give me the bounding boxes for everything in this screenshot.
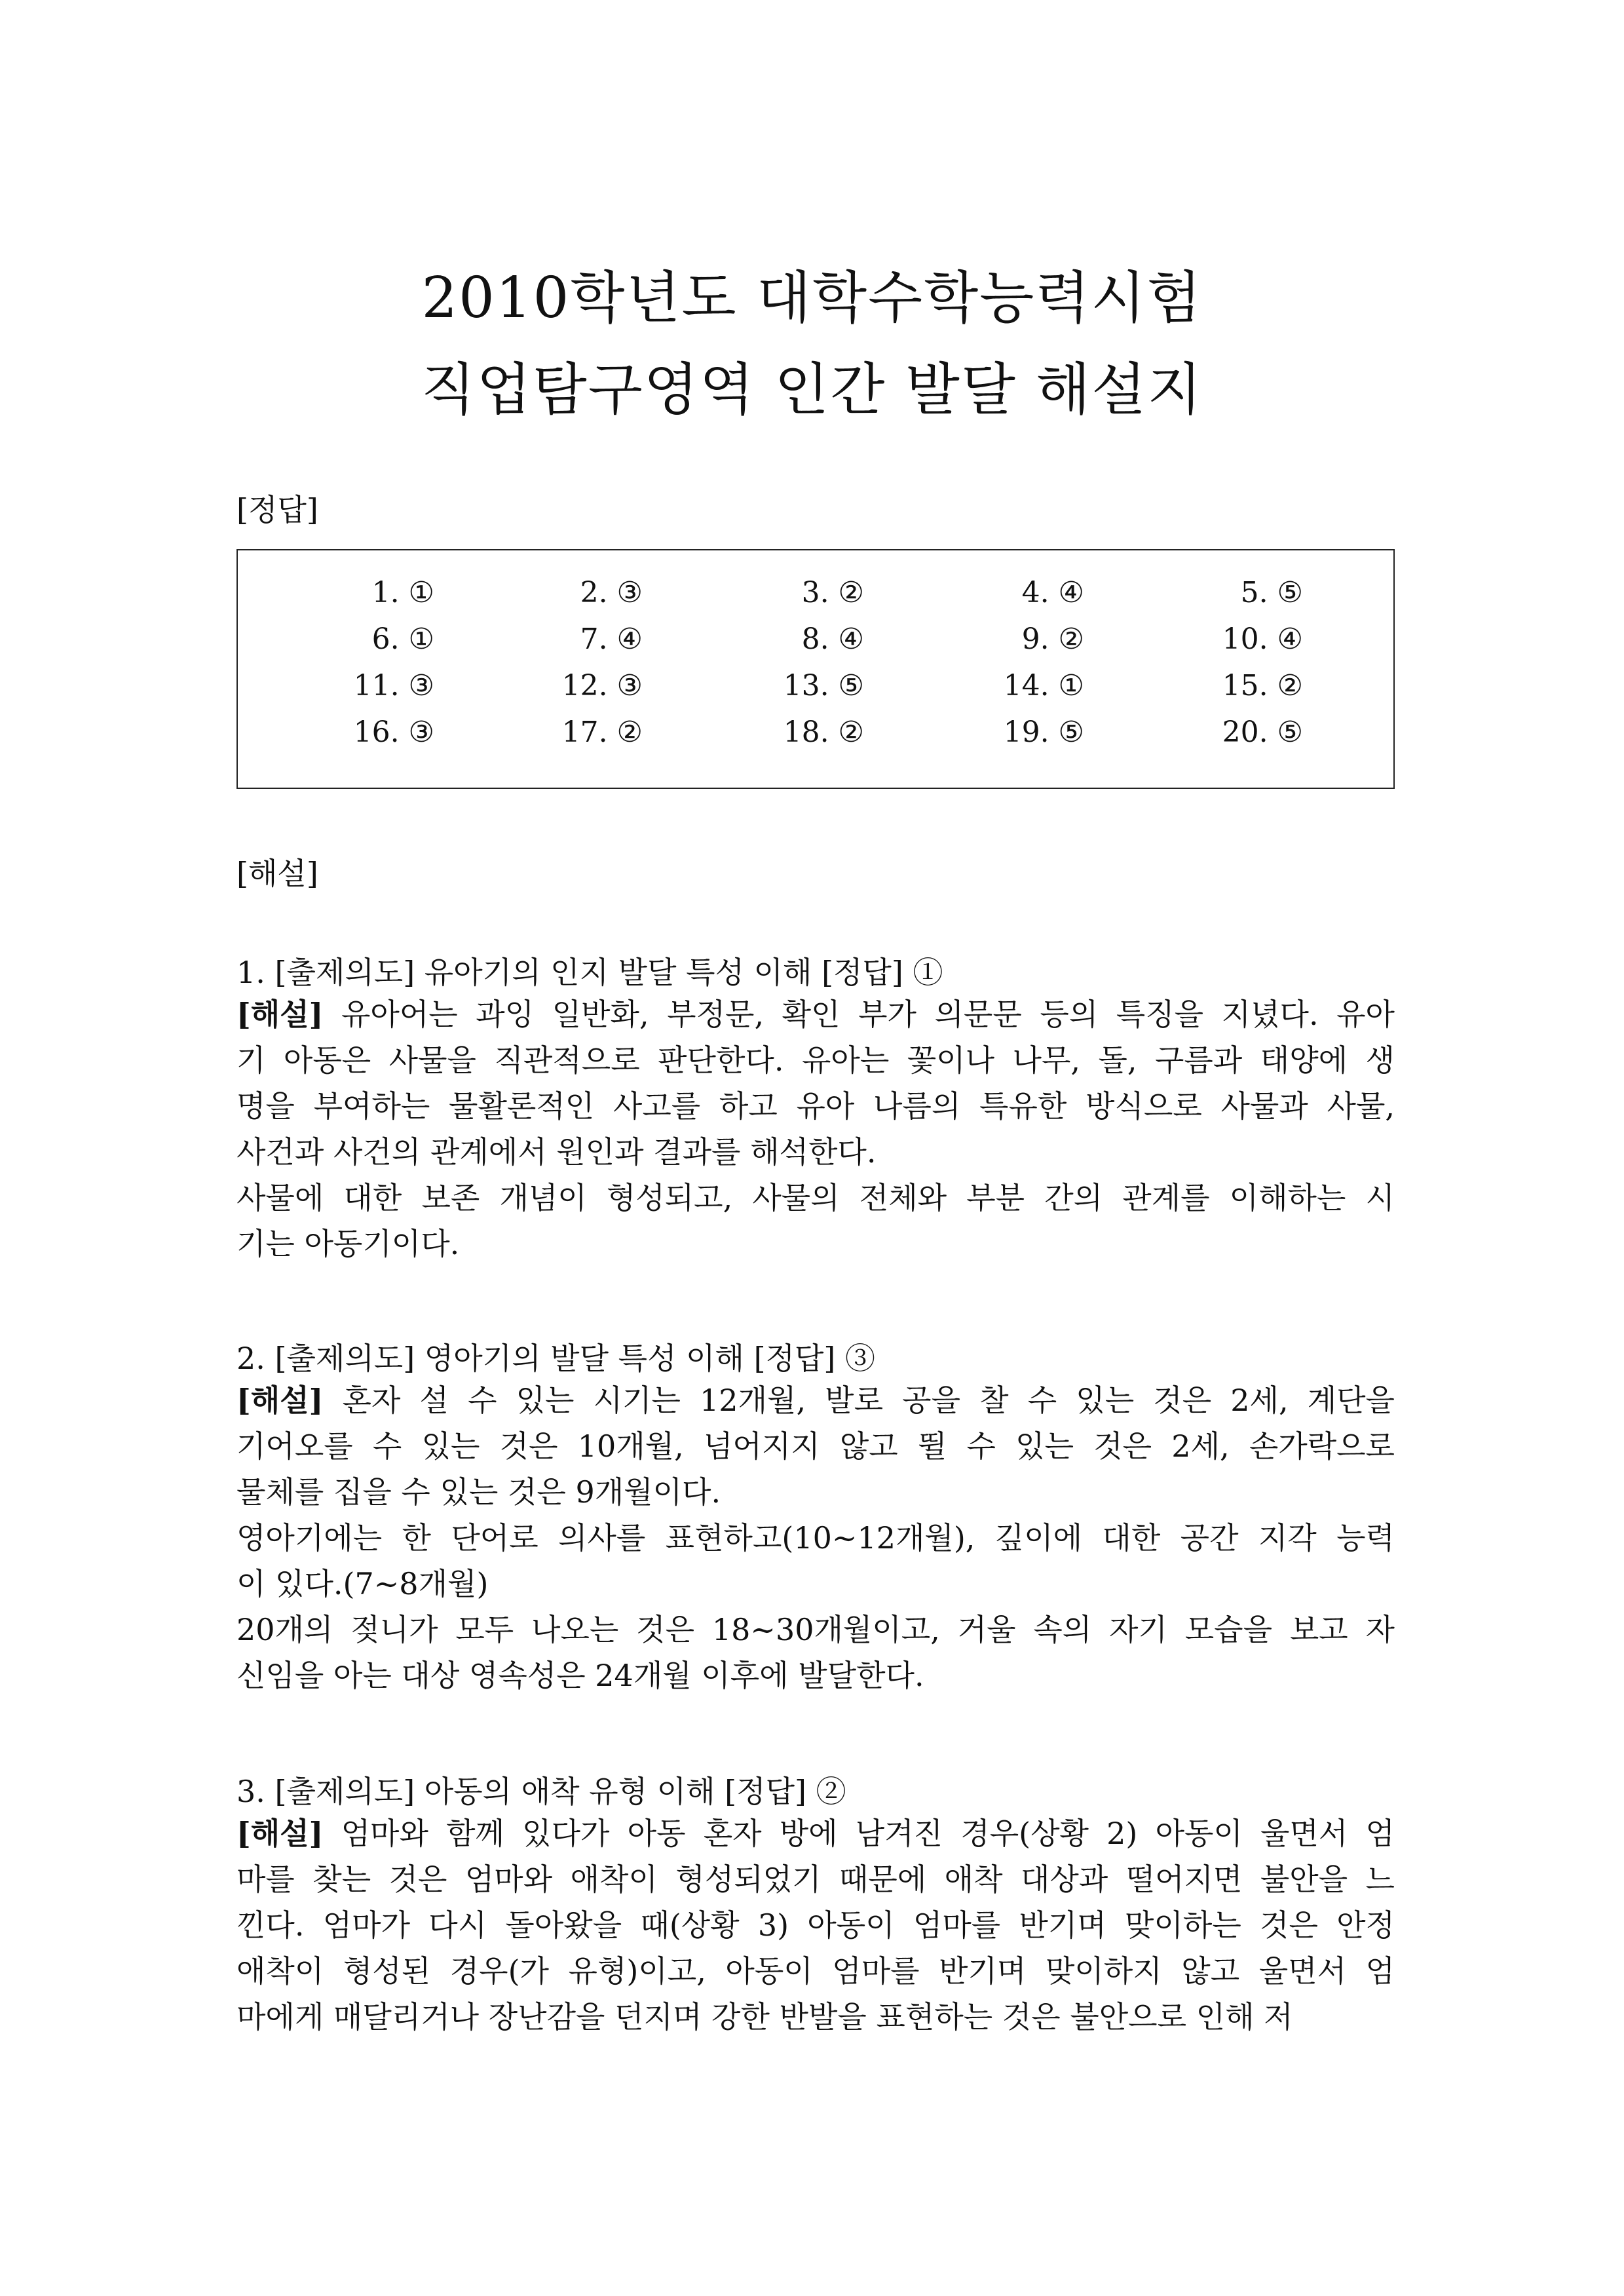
answer-item: 3. ② [801,576,864,609]
question-1-body [236,991,1395,1267]
answer-item: 6. ① [371,622,434,656]
commentary-tag: [해설] [236,1383,324,1418]
answer-item: 7. ④ [580,622,643,656]
explanation-line [236,1377,1395,1423]
answer-item: 10. ④ [1222,622,1303,656]
explanation-line: 영아기에는 한 단어로 의사를 표현하고(10∼12개월), 깊이에 대한 공간 지각 능력 [236,1520,1395,1556]
commentary-tag: [해설] [236,1816,324,1851]
explanation-line: 물체를 집을 수 있는 것은 9개월이다. [236,1474,721,1510]
explanation-label: [해설] [236,856,318,891]
answer-item: 11. ③ [353,669,434,702]
question-1-explanation [236,953,1395,1267]
answer-item: 16. ③ [353,716,434,749]
explanation-line: 기어오를 수 있는 것은 10개월, 넘어지지 않고 뛸 수 있는 것은 2세, 손가락으로 [236,1428,1395,1464]
answer-item: 1. ① [371,576,434,609]
answer-item: 15. ② [1222,669,1303,702]
explanation-line [236,991,1395,1037]
commentary-tag: [해설] [236,997,324,1032]
explanation-line: 사건과 사건의 관계에서 원인과 결과를 해석한다. [236,1134,877,1170]
explanation-line: 이 있다.(7∼8개월) [236,1566,489,1601]
question-2-heading: 2. [출제의도] 영아기의 발달 특성 이해 [정답] ③ [236,1341,876,1376]
explanation-line: 사물에 대한 보존 개념이 형성되고, 사물의 전체와 부분 간의 관계를 이해하는 시 [236,1180,1395,1215]
explanation-line: 마를 찾는 것은 엄마와 애착이 형성되었기 때문에 애착 대상과 떨어지면 불안을 느 [236,1862,1395,1897]
answer-item: 13. ⑤ [783,669,864,702]
document-title-line-2: 직업탐구영역 인간 발달 해설지 [421,357,1203,423]
explanation-line: 애착이 형성된 경우(가 유형)이고, 아동이 엄마를 반기며 맞이하지 않고 울면서 엄 [236,1953,1395,1989]
question-3-body [236,1810,1395,2040]
explanation-line [236,1810,1395,1856]
question-3-explanation [236,1772,1395,2040]
answer-item: 5. ⑤ [1240,576,1303,609]
explanation-text: 유아어는 과잉 일반화, 부정문, 확인 부가 의문문 등의 특징을 지녔다. 유아 [323,997,1395,1032]
explanation-line: 20개의 젖니가 모두 나오는 것은 18∼30개월이고, 거울 속의 자기 모습을 보고 자 [236,1612,1395,1647]
explanation-line: 기는 아동기이다. [236,1226,460,1261]
answer-item: 9. ② [1021,622,1084,656]
answer-item: 14. ① [1003,669,1084,702]
answer-item: 2. ③ [580,576,643,609]
explanation-text: 엄마와 함께 있다가 아동 혼자 방에 남겨진 경우(상황 2) 아동이 울면서 엄 [323,1816,1395,1851]
answer-item: 20. ⑤ [1222,716,1303,749]
answer-item: 4. ④ [1021,576,1084,609]
explanation-line: 마에게 매달리거나 장난감을 던지며 강한 반발을 표현하는 것은 불안으로 인해 저 [236,1999,1293,2035]
answer-item: 17. ② [561,716,643,749]
answer-item: 19. ⑤ [1003,716,1084,749]
explanation-line: 기 아동은 사물을 직관적으로 판단한다. 유아는 꽃이나 나무, 돌, 구름과 태양에 생 [236,1043,1395,1078]
question-2-explanation [236,1339,1395,1698]
explanation-line: 명을 부여하는 물활론적인 사고를 하고 유아 나름의 특유한 방식으로 사물과 사물, [236,1088,1395,1124]
answer-item: 8. ④ [801,622,864,656]
document-title-line-1: 2010학년도 대학수학능력시험 [421,265,1203,331]
question-2-body [236,1377,1395,1698]
answers-label: [정답] [236,492,318,527]
question-3-heading: 3. [출제의도] 아동의 애착 유형 이해 [정답] ② [236,1774,846,1809]
answer-item: 18. ② [783,716,864,749]
answer-key-box [236,549,1395,789]
explanation-line: 낀다. 엄마가 다시 돌아왔을 때(상황 3) 아동이 엄마를 반기며 맞이하는 것은 안정 [236,1907,1395,1943]
explanation-text: 혼자 설 수 있는 시기는 12개월, 발로 공을 찰 수 있는 것은 2세, 계단을 [323,1383,1395,1418]
question-1-heading: 1. [출제의도] 유아기의 인지 발달 특성 이해 [정답] ① [236,955,943,990]
explanation-line: 신임을 아는 대상 영속성은 24개월 이후에 발달한다. [236,1658,924,1693]
answer-item: 12. ③ [561,669,643,702]
